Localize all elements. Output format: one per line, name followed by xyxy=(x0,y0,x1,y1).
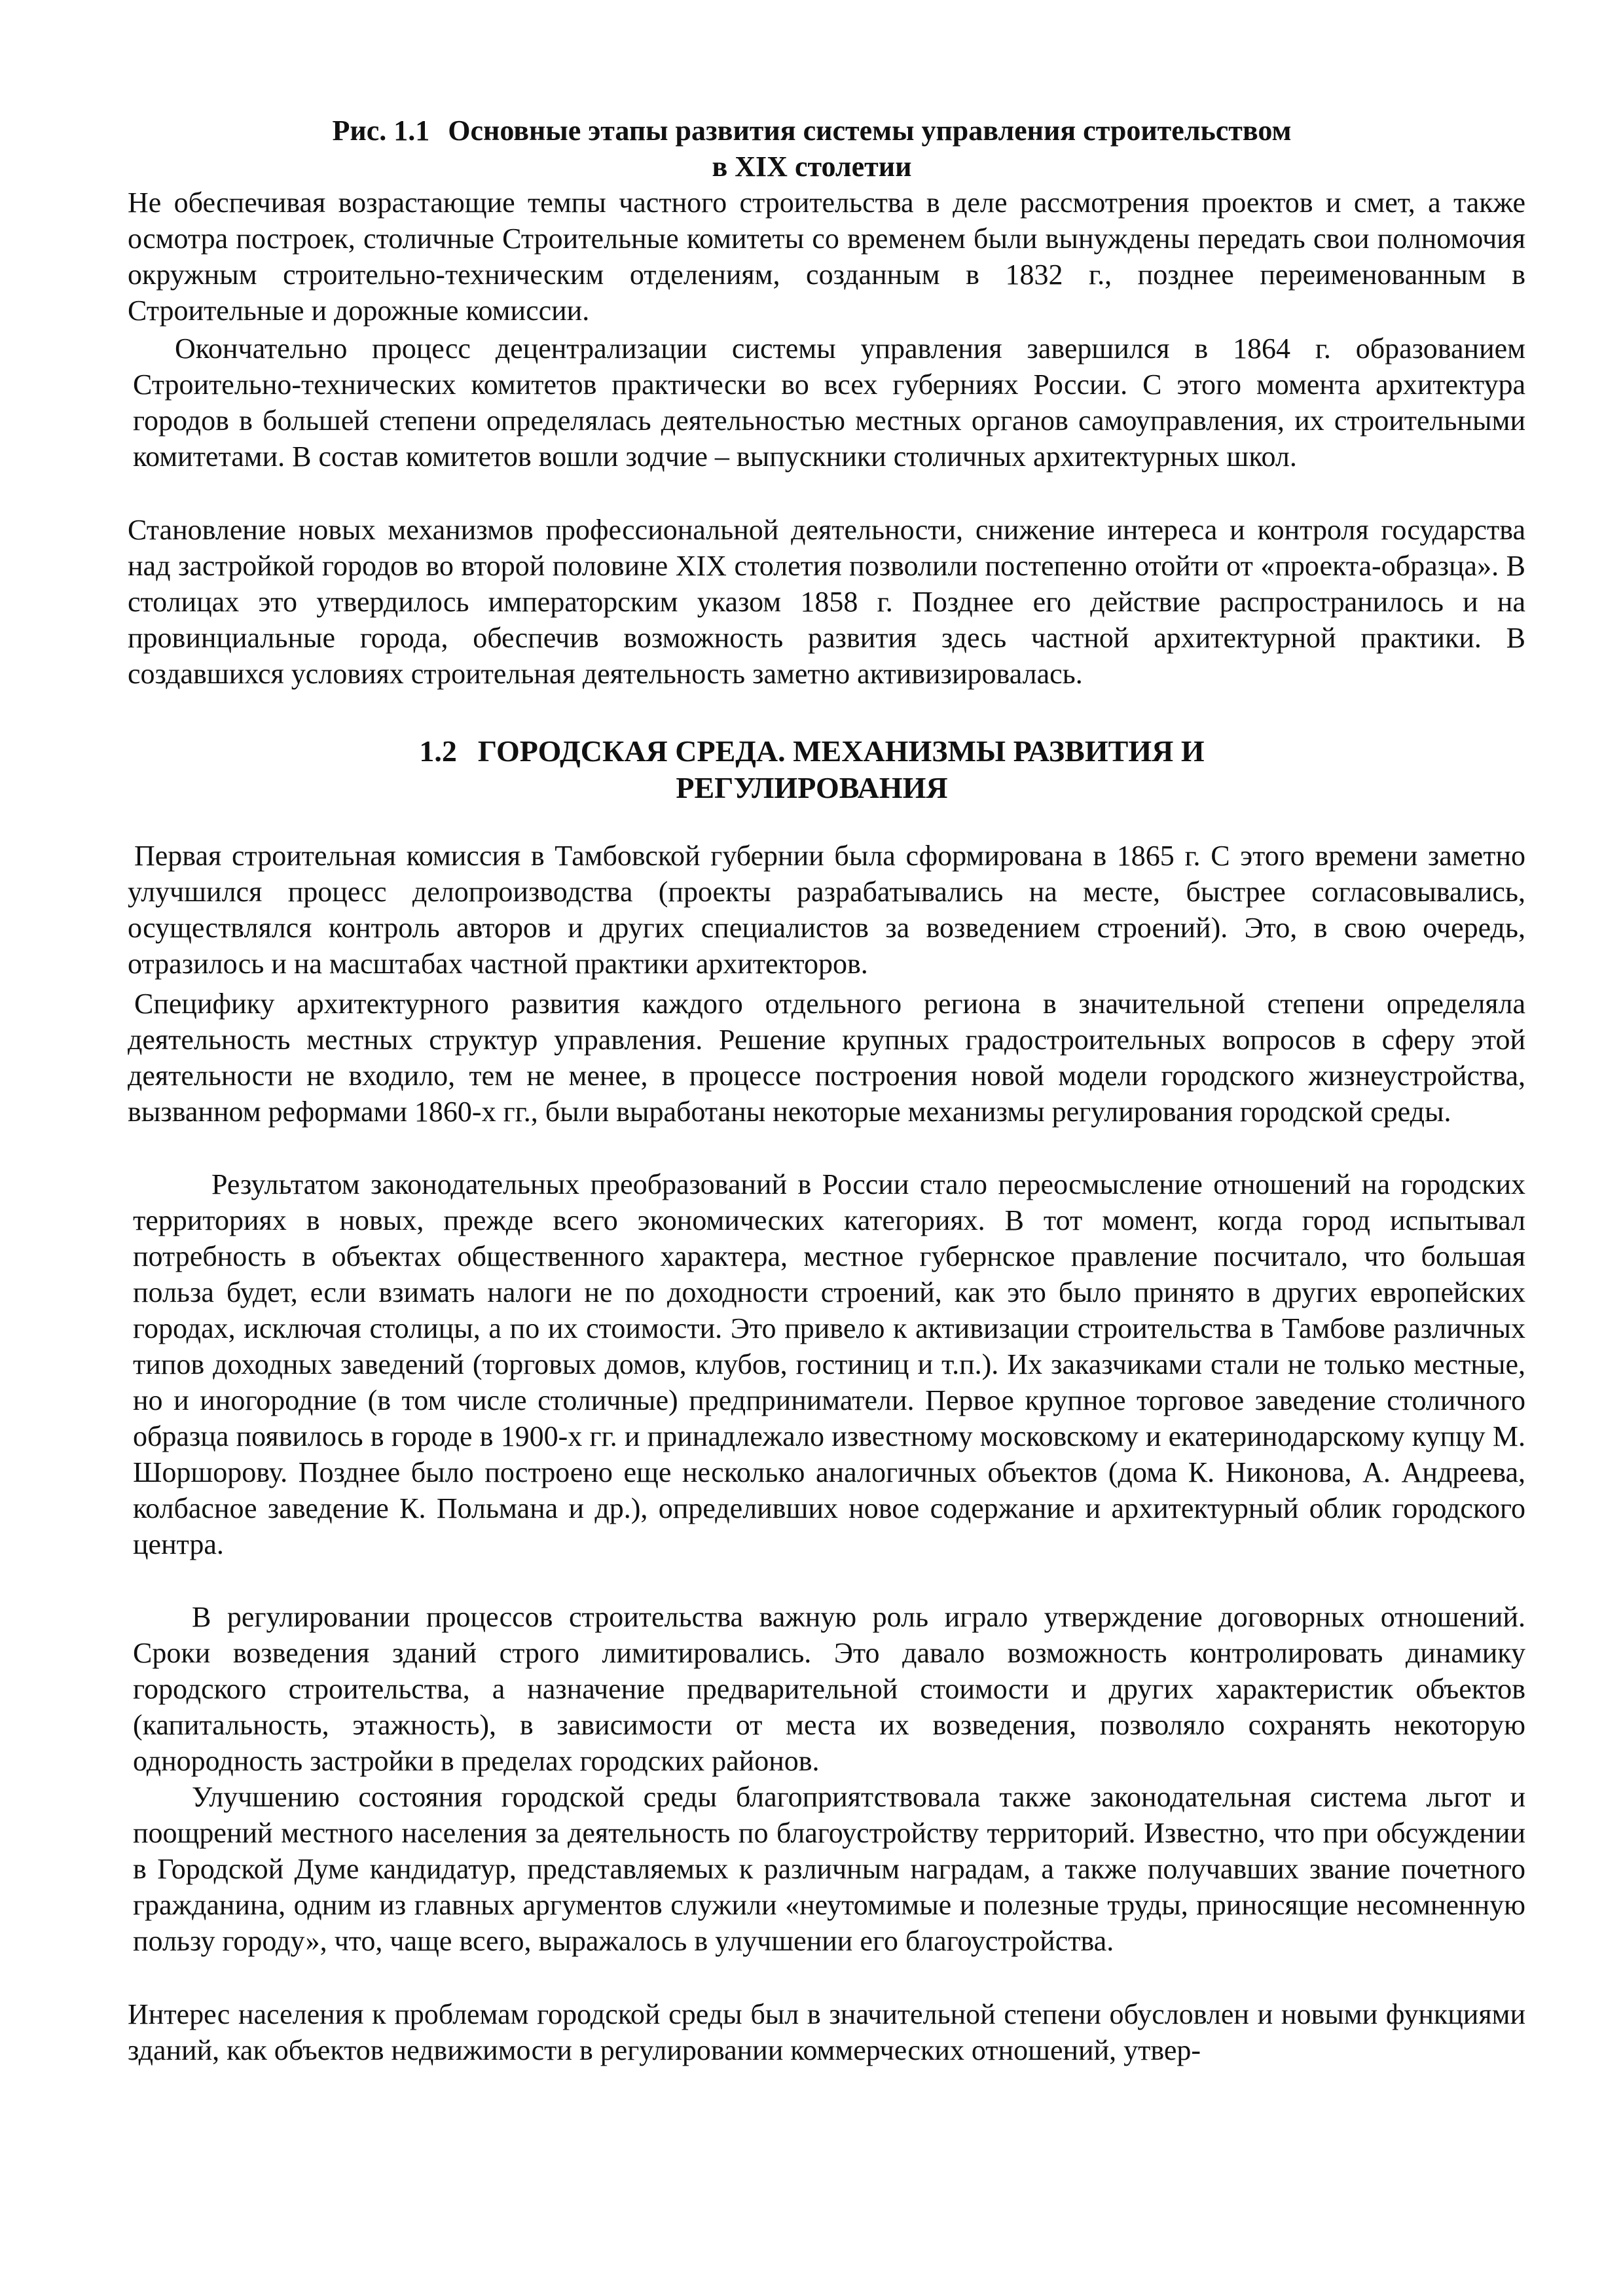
figure-number: Рис. 1.1 xyxy=(332,115,430,147)
paragraph-block-6 xyxy=(133,1166,1525,1562)
section-heading xyxy=(98,733,1525,806)
section-title: ГОРОДСКАЯ СРЕДА. МЕХАНИЗМЫ РАЗВИТИЯ И xyxy=(477,734,1205,768)
figure-title: Основные этапы развития системы управления строительством xyxy=(448,115,1292,147)
figure-caption-line1 xyxy=(98,113,1525,149)
paragraph: Интерес населения к проблемам городской среды был в значительной степени обусловлен и новыми функциями зданий, как объектов недвижимости в регулировании коммерческих отношений, утвер- xyxy=(128,1998,1525,2066)
section-heading-line1 xyxy=(98,733,1525,770)
paragraph: Улучшению состояния городской среды благоприятствовала также законодательная система льгот и поощрений местного населения за деятельность по благоустройству территорий. Известно, что при обсуждении в Городской Думе кандидатур, представляемых к различным наградам, а также получавших звание почетного гражданина, одним из главных аргументов служили «неутомимые и полезные труды, приносящие несомненную пользу городу», что, чаще всего, выражалось в улучшении его благоустройства. xyxy=(133,1781,1525,1957)
paragraph-block-5 xyxy=(128,986,1525,1130)
paragraph-block-1 xyxy=(128,185,1525,329)
paragraph-block-8 xyxy=(133,1779,1525,1959)
paragraph-block-3 xyxy=(128,512,1525,692)
paragraph: Становление новых механизмов профессиональной деятельности, снижение интереса и контроля государства над застройкой городов во второй половине XIX столетия позволили постепенно отойти от «проекта-образца». В столицах это утвердилось императорским указом 1858 г. Позднее его действие распространилось и на провинциальные города, обеспечив возможность развития здесь частной архитектурной практики. В создавшихся условиях строительная деятельность заметно активизировалась. xyxy=(128,514,1525,690)
paragraph: Специфику архитектурного развития каждого отдельного региона в значительной степени определяла деятельность местных структур управления. Решение крупных градостроительных вопросов в сферу этой деятельности не входило, тем не менее, в процессе построения новой модели городского жизнеустройства, вызванном реформами 1860-х гг., были выработаны некоторые механизмы регулирования городской среды. xyxy=(128,988,1525,1128)
figure-caption xyxy=(98,113,1525,185)
paragraph-block-7 xyxy=(133,1599,1525,1779)
section-number: 1.2 xyxy=(419,734,457,768)
paragraph-block-4 xyxy=(128,838,1525,982)
section-heading-line2: РЕГУЛИРОВАНИЯ xyxy=(676,771,948,804)
paragraph-block-9 xyxy=(128,1996,1525,2068)
figure-caption-line2: в XIX столетии xyxy=(712,151,912,183)
paragraph: В регулировании процессов строительства важную роль играло утверждение договорных отношений. Сроки возведения зданий строго лимитировались. Это давало возможность контролировать динамику городского строительства, а назначение предварительной стоимости и других характеристик объектов (капитальность, этажность), в зависимости от места их возведения, позволяло сохранять некоторую однородность застройки в пределах городских районов. xyxy=(133,1601,1525,1777)
paragraph-block-2 xyxy=(133,331,1525,475)
paragraph: Результатом законодательных преобразований в России стало переосмысление отношений на городских территориях в новых, прежде всего экономических категориях. В тот момент, когда город испытывал потребность в объектах общественного характера, местное губернское правление посчитало, что большая польза будет, если взимать налоги не по доходности строений, как это было принято в других европейских городах, исключая столицы, а по их стоимости. Это привело к активизации строительства в Тамбове различных типов доходных заведений (торговых домов, клубов, гостиниц и т.п.). Их заказчиками стали не только местные, но и иногородние (в том числе столичные) предприниматели. Первое крупное торговое заведение столичного образца появилось в городе в 1900-х гг. и принадлежало известному московскому и екатеринодарскому купцу М. Шоршорову. Позднее было построено еще несколько аналогичных объектов (дома К. Никонова, А. Андреева, колбасное заведение К. Польмана и др.), определивших новое содержание и архитектурный облик городского центра. xyxy=(133,1168,1525,1560)
paragraph: Не обеспечивая возрастающие темпы частного строительства в деле рассмотрения проектов и смет, а также осмотра построек, столичные Строительные комитеты со временем были вынуждены передать свои полномочия окружным строительно-техническим отделениям, созданным в 1832 г., позднее переименованным в Строительные и дорожные комиссии. xyxy=(128,187,1525,327)
paragraph: Окончательно процесс децентрализации системы управления завершился в 1864 г. образованием Строительно-технических комитетов практически во всех губерниях России. С этого момента архитектура городов в большей степени определялась деятельностью местных органов самоуправления, их строительными комитетами. В состав комитетов вошли зодчие – выпускники столичных архитектурных школ. xyxy=(133,332,1525,473)
paragraph: Первая строительная комиссия в Тамбовской губернии была сформирована в 1865 г. С этого времени заметно улучшился процесс делопроизводства (проекты разрабатывались на месте, быстрее согласовывались, осуществлялся контроль авторов и других специалистов за возведением строений). Это, в свою очередь, отразилось и на масштабах частной практики архитекторов. xyxy=(128,840,1525,980)
